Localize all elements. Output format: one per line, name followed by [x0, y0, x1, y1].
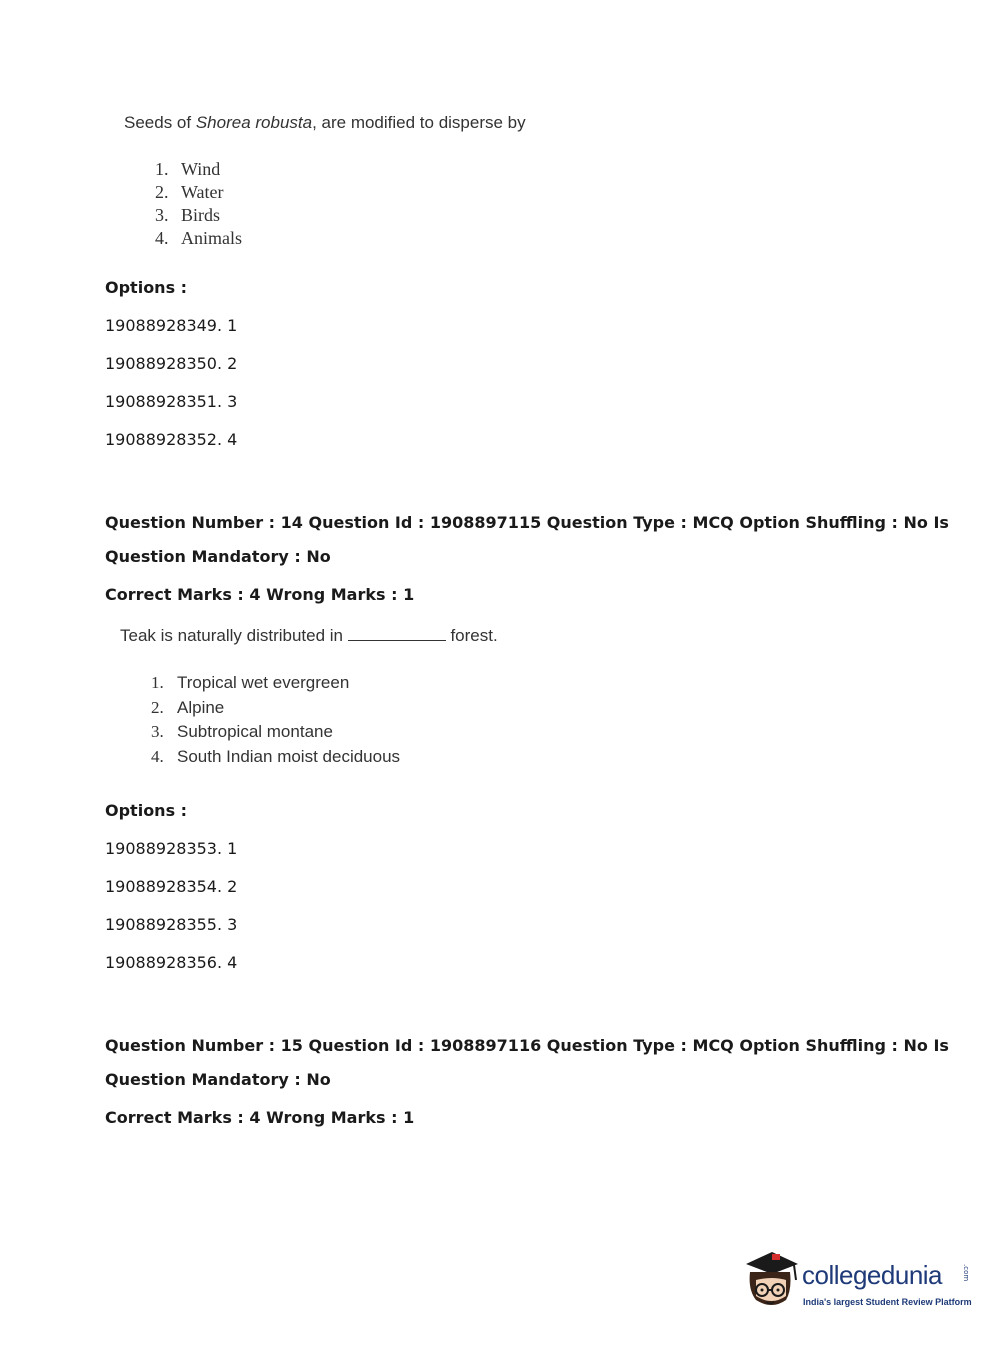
- logo-suffix: .com: [962, 1264, 970, 1282]
- choice-text: Animals: [181, 228, 242, 248]
- q15-meta-line2: Question Mandatory : No: [105, 1070, 331, 1089]
- list-item: [151, 720, 400, 745]
- q15-marks: Correct Marks : 4 Wrong Marks : 1: [105, 1108, 415, 1127]
- q14-options-label: Options :: [105, 801, 188, 820]
- list-item: [151, 671, 400, 696]
- choice-number: 2.: [155, 182, 169, 202]
- choice-text: Wind: [181, 159, 221, 179]
- choice-number: 4.: [151, 746, 164, 766]
- q13-option-4: 19088928352. 4: [105, 430, 238, 449]
- logo-wordmark: collegedunia: [802, 1260, 943, 1290]
- q13-stem-post: , are modified to disperse by: [312, 113, 526, 132]
- choice-text: Alpine: [177, 697, 225, 717]
- logo-tagline: India's largest Student Review Platform: [803, 1297, 972, 1307]
- q14-stem-post: forest.: [445, 626, 498, 645]
- q13-options-label: Options :: [105, 278, 188, 297]
- fill-in-blank: [348, 626, 446, 641]
- list-item: [155, 158, 242, 181]
- q14-option-3: 19088928355. 3: [105, 915, 238, 934]
- q14-option-4: 19088928356. 4: [105, 953, 238, 972]
- q14-meta-line1: Question Number : 14 Question Id : 1908897115 Question Type : MCQ Option Shuffling : No Is: [105, 513, 949, 532]
- choice-number: 2.: [151, 697, 164, 717]
- choice-number: 1.: [155, 159, 169, 179]
- q14-choice-list: [151, 671, 400, 769]
- list-item: [155, 181, 242, 204]
- list-item: [151, 696, 400, 721]
- q14-option-2: 19088928354. 2: [105, 877, 238, 896]
- q13-stem: [124, 113, 526, 133]
- q14-stem: [120, 626, 498, 646]
- q13-option-2: 19088928350. 2: [105, 354, 238, 373]
- q13-option-1: 19088928349. 1: [105, 316, 238, 335]
- student-mascot-icon: [742, 1250, 800, 1320]
- q14-option-1: 19088928353. 1: [105, 839, 238, 858]
- choice-text: Water: [181, 182, 224, 202]
- choice-text: South Indian moist deciduous: [177, 746, 401, 766]
- collegedunia-logo: [742, 1250, 972, 1320]
- q13-stem-italic: Shorea robusta: [195, 113, 313, 132]
- q13-choice-list: [155, 158, 242, 250]
- q13-option-3: 19088928351. 3: [105, 392, 238, 411]
- choice-number: 3.: [151, 722, 164, 741]
- q14-stem-pre: Teak is naturally distributed in: [120, 626, 348, 645]
- choice-number: 1.: [151, 673, 164, 692]
- q13-stem-pre: Seeds of: [124, 113, 196, 132]
- list-item: [151, 745, 400, 770]
- choice-number: 4.: [155, 228, 169, 248]
- choice-text: Tropical wet evergreen: [177, 673, 350, 692]
- choice-text: Subtropical montane: [177, 722, 333, 741]
- choice-number: 3.: [155, 205, 169, 225]
- list-item: [155, 227, 242, 250]
- q14-meta-line2: Question Mandatory : No: [105, 547, 331, 566]
- list-item: [155, 204, 242, 227]
- q15-meta-line1: Question Number : 15 Question Id : 1908897116 Question Type : MCQ Option Shuffling : No Is: [105, 1036, 949, 1055]
- q14-marks: Correct Marks : 4 Wrong Marks : 1: [105, 585, 415, 604]
- choice-text: Birds: [181, 205, 221, 225]
